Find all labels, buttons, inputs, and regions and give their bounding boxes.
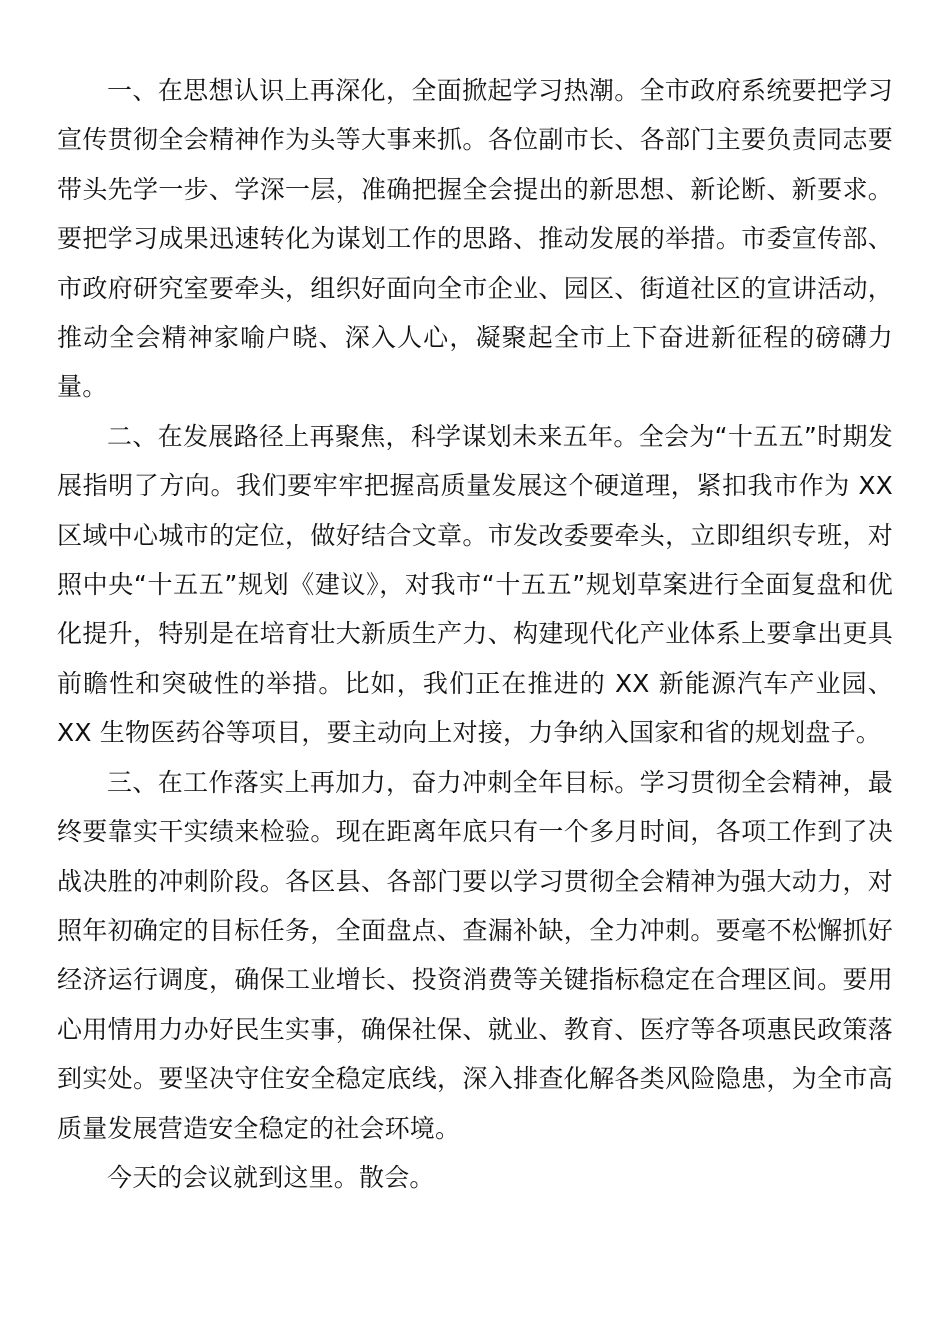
section-heading: 二、在发展路径上再聚焦，科学谋划未来五年。: [107, 421, 639, 451]
paragraph-section-three: [57, 758, 893, 1153]
section-body: 全市政府系统要把学习宣传贯彻全会精神作为头等大事来抓。各位副市长、各部门主要负责同志要带头先学一步、学深一层，准确把握全会提出的新思想、新论断、新要求。要把学习成果迅速转化为谋划工作的思路、推动发展的举措。市委宣传部、市政府研究室要牵头，组织好面向全市企业、园区、街道社区的宣讲活动，推动全会精神家喻户晓、深入人心，凝聚起全市上下奋进新征程的磅礴力量。: [57, 76, 893, 402]
closing-text: 今天的会议就到这里。散会。: [107, 1162, 435, 1192]
section-heading: 一、在思想认识上再深化，全面掀起学习热潮。: [107, 76, 640, 105]
section-body: 全会为“十五五”时期发展指明了方向。我们要牢牢把握高质量发展这个硬道理，紧扣我市作为 XX 区域中心城市的定位，做好结合文章。市发改委要牵头，立即组织专班，对照中央“十五五”规划《建议》，对我市“十五五”规划草案进行全面复盘和优化提升，特别是在培育壮大新质生产力、构建现代化产业体系上要拿出更具前瞻性和突破性的举措。比如，我们正在推进的 XX 新能源汽车产业园、XX 生物医药谷等项目，要主动向上对接，力争纳入国家和省的规划盘子。: [57, 421, 893, 748]
section-heading: 三、在工作落实上再加力，奋力冲刺全年目标。: [107, 767, 640, 797]
paragraph-section-two: [57, 412, 893, 758]
document-page: [57, 66, 893, 1202]
section-body: 学习贯彻全会精神，最终要靠实干实绩来检验。现在距离年底只有一个多月时间，各项工作到了决战决胜的冲刺阶段。各区县、各部门要以学习贯彻全会精神为强大动力，对照年初确定的目标任务，全面盘点、查漏补缺，全力冲刺。要毫不松懈抓好经济运行调度，确保工业增长、投资消费等关键指标稳定在合理区间。要用心用情用力办好民生实事，确保社保、就业、教育、医疗等各项惠民政策落到实处。要坚决守住安全稳定底线，深入排查化解各类风险隐患，为全市高质量发展营造安全稳定的社会环境。: [57, 767, 893, 1143]
paragraph-section-one: [57, 66, 893, 412]
paragraph-closing: [57, 1153, 893, 1202]
